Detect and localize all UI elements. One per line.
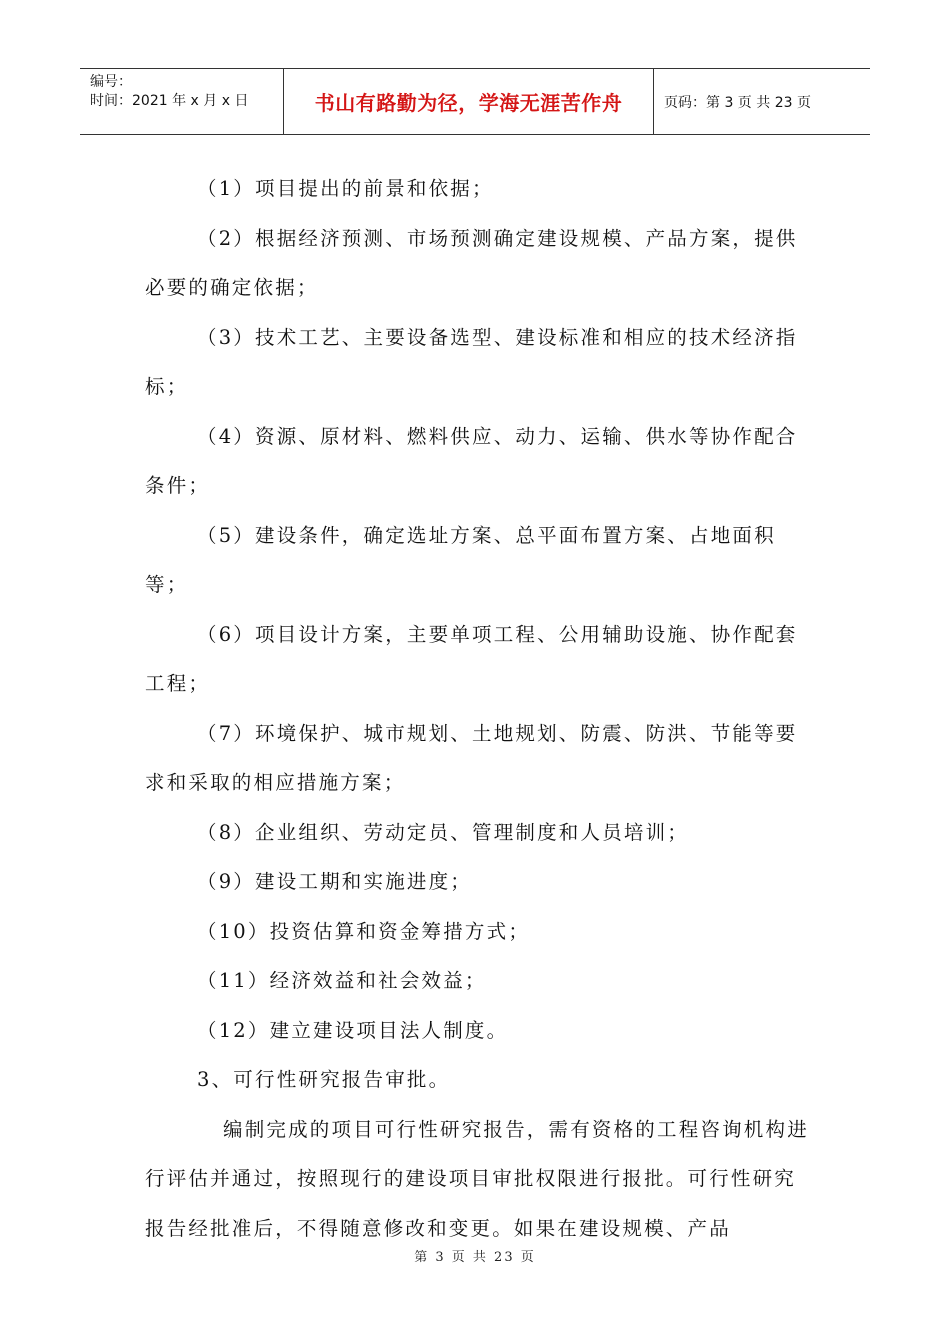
header-page-info bbox=[654, 69, 870, 134]
list-item: （12）建立建设项目法人制度。 bbox=[197, 1018, 509, 1042]
list-item: （11）经济效益和社会效益； bbox=[197, 969, 487, 992]
list-item: （2）根据经济预测、市场预测确定建设规模、产品方案，提供必要的确定依据； bbox=[145, 226, 798, 299]
page-header bbox=[80, 68, 870, 135]
list-item: （3）技术工艺、主要设备选型、建设标准和相应的技术经济指标； bbox=[145, 325, 798, 398]
header-meta bbox=[80, 69, 283, 134]
list-item: （6）项目设计方案，主要单项工程、公用辅助设施、协作配套工程； bbox=[145, 622, 798, 695]
list-item: （10）投资估算和资金筹措方式； bbox=[197, 919, 531, 943]
motto-text: 书山有路勤为径，学海无涯苦作舟 bbox=[314, 91, 623, 115]
date-label: 时间：2021 年 x 月 x 日 bbox=[90, 93, 249, 109]
list-item: （1）项目提出的前景和依据； bbox=[197, 177, 494, 200]
header-motto-cell bbox=[283, 69, 654, 134]
serial-label: 编号： bbox=[90, 74, 132, 90]
list-item: （4）资源、原材料、燃料供应、动力、运输、供水等协作配合条件； bbox=[145, 424, 798, 497]
section-heading: 3、可行性研究报告审批。 bbox=[197, 1068, 451, 1091]
list-item: （7）环境保护、城市规划、土地规划、防震、防洪、节能等要求和采取的相应措施方案； bbox=[145, 721, 798, 794]
list-item: （5）建设条件，确定选址方案、总平面布置方案、占地面积等； bbox=[145, 523, 776, 596]
page-footer: 第 3 页 共 23 页 bbox=[414, 1250, 536, 1265]
page-info-text: 页码：第 3 页 共 23 页 bbox=[664, 94, 811, 111]
list-item: （8）企业组织、劳动定员、管理制度和人员培训； bbox=[197, 820, 690, 844]
document-body bbox=[145, 164, 810, 1253]
list-item: （9）建设工期和实施进度； bbox=[197, 870, 473, 893]
body-paragraph: 编制完成的项目可行性研究报告，需有资格的工程咨询机构进行评估并通过，按照现行的建设项目审批权限进行报批。可行性研究报告经批准后，不得随意修改和变更。如果在建设规模、产品 bbox=[145, 1117, 809, 1240]
